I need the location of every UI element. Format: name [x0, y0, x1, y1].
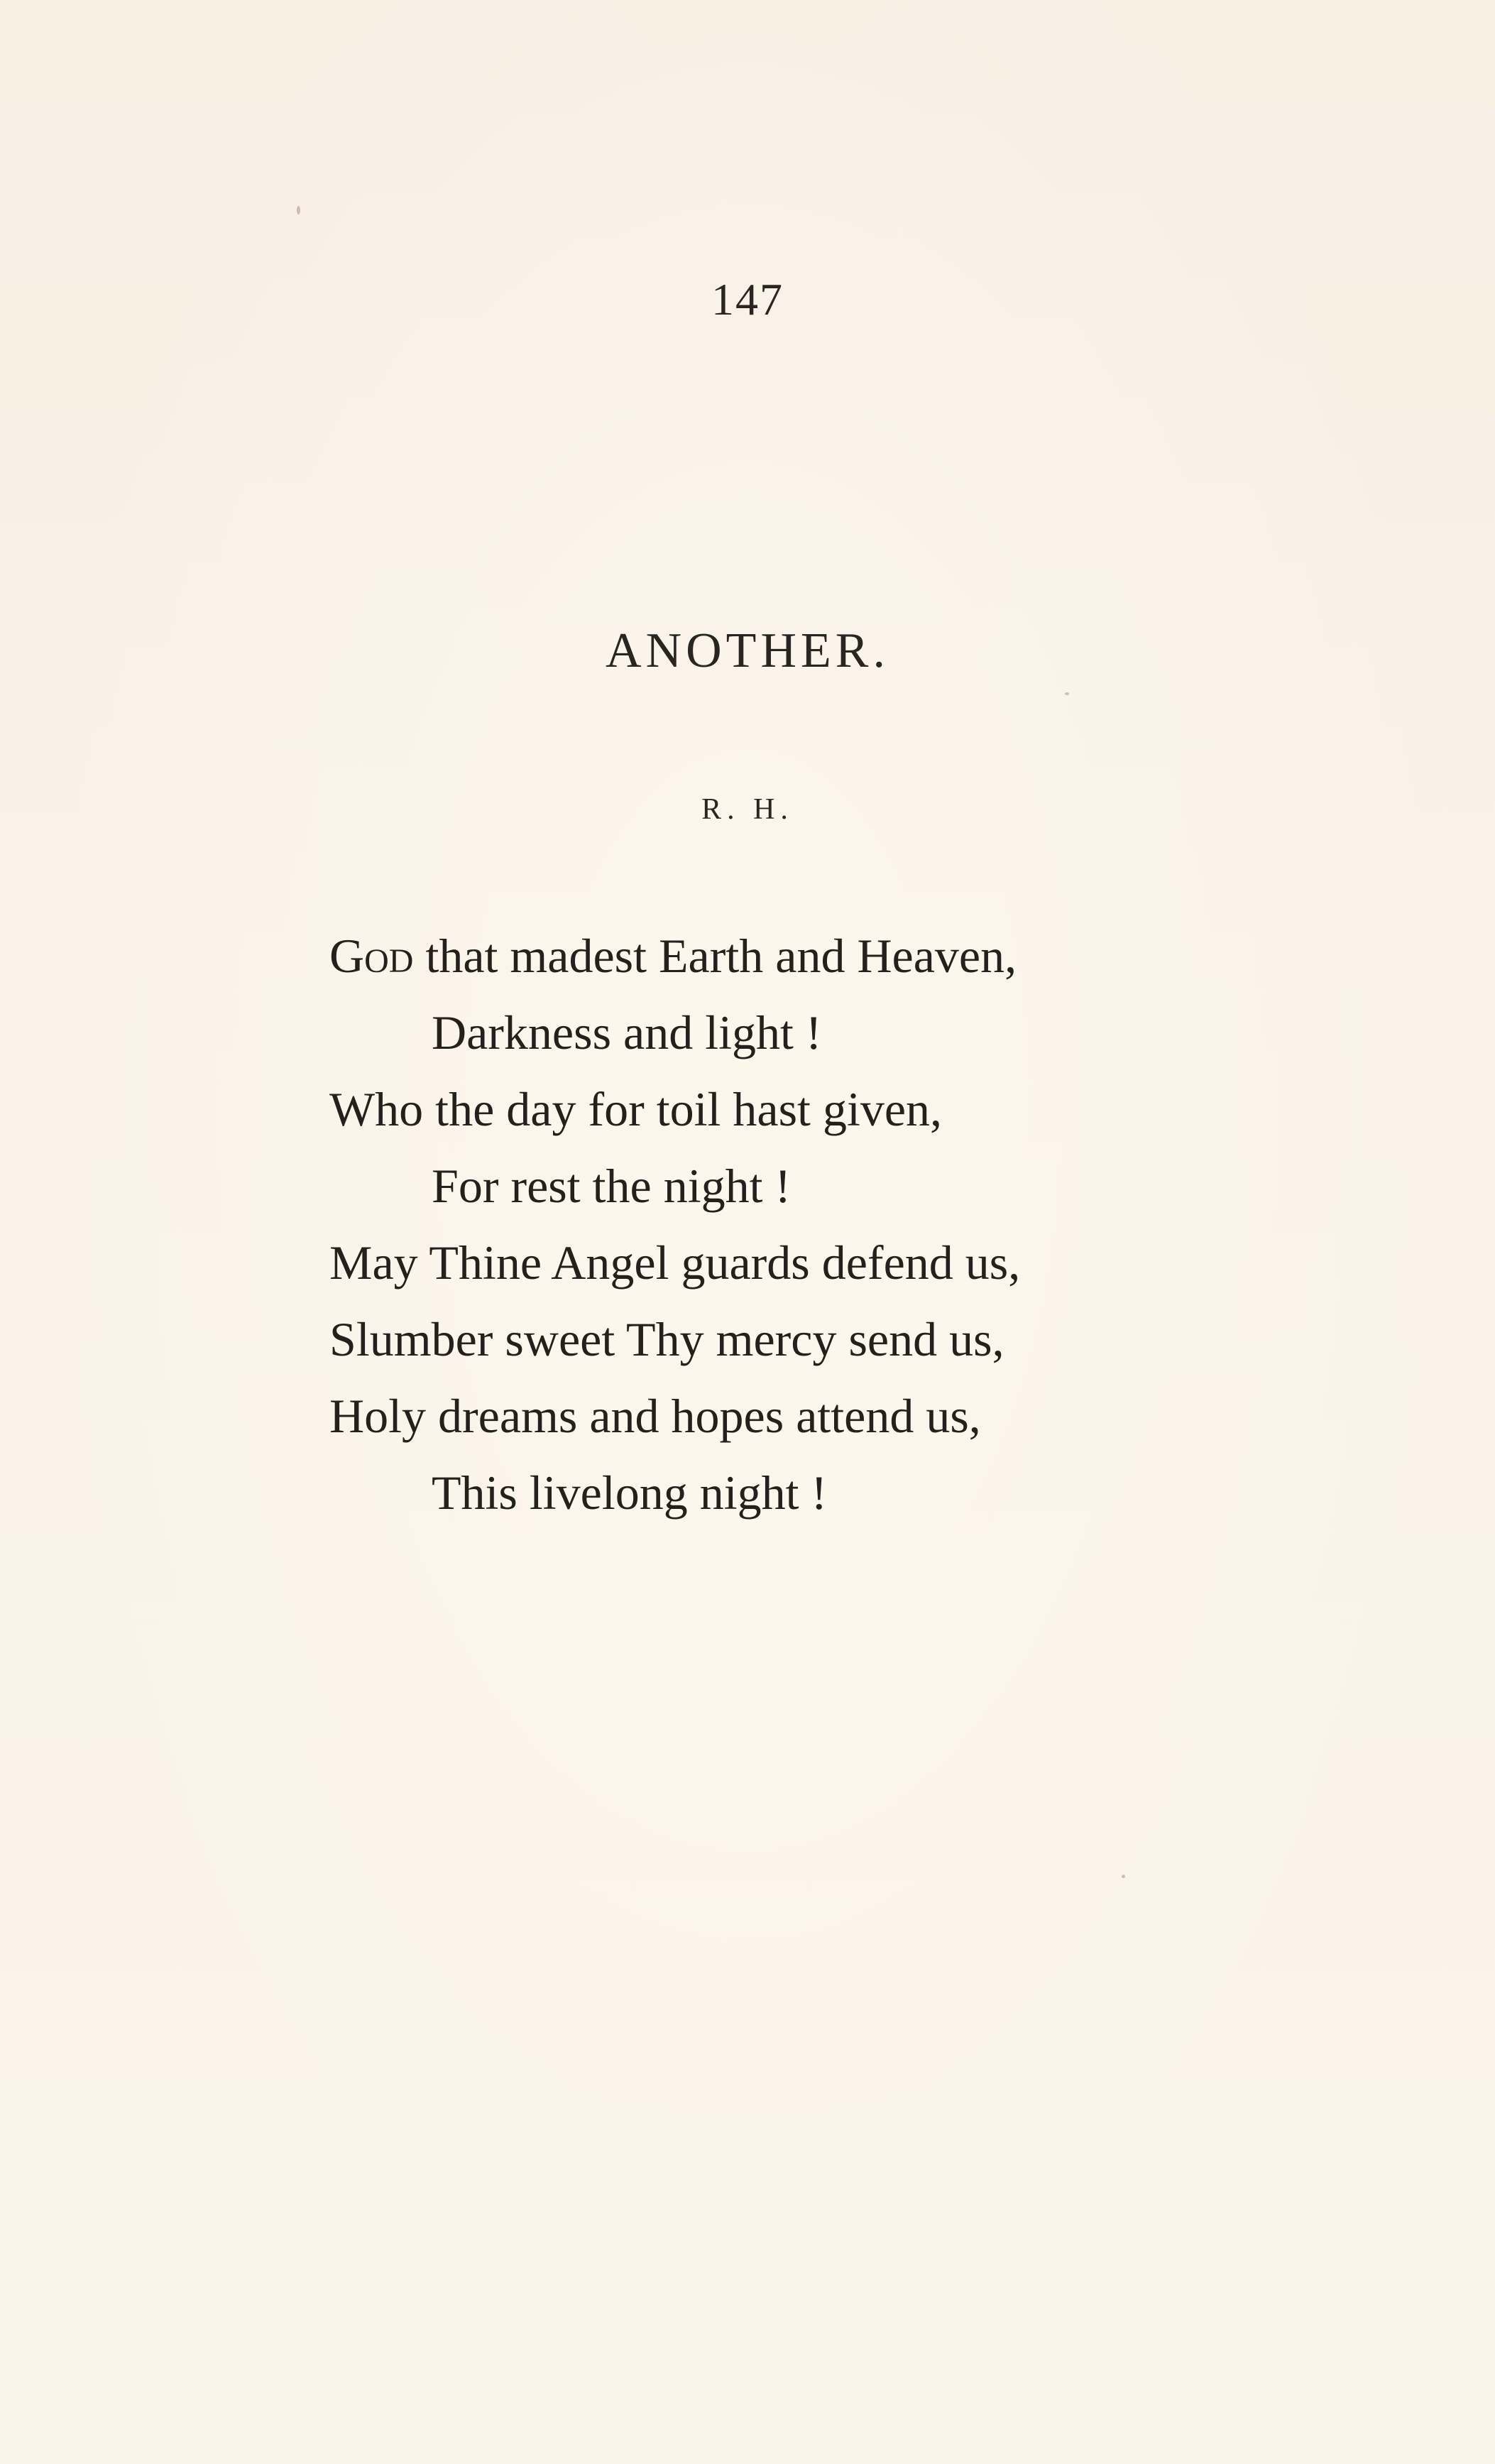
poem-line-text: that madest Earth and Heaven,	[413, 929, 1017, 983]
poem-line: Holy dreams and hopes attend us,	[329, 1389, 981, 1443]
poem-title: ANOTHER.	[606, 623, 889, 678]
paper-speck	[1122, 1875, 1125, 1878]
poem-body	[329, 917, 1181, 1531]
poem-line: For rest the night !	[432, 1159, 792, 1213]
poem-line	[329, 917, 1181, 994]
page-number: 147	[711, 274, 784, 325]
poem-line: This livelong night !	[432, 1466, 828, 1520]
poem-line: May Thine Angel guards defend us,	[329, 1236, 1021, 1290]
paper-speck	[1065, 692, 1069, 695]
paper-speck	[297, 206, 300, 214]
poem-line: Who the day for toil hast given,	[329, 1082, 943, 1136]
poem-initial-word: God	[329, 929, 414, 983]
poem-author: R. H.	[701, 793, 794, 826]
poem-line: Slumber sweet Thy mercy send us,	[329, 1312, 1004, 1366]
poem-line: Darkness and light !	[432, 1005, 822, 1059]
